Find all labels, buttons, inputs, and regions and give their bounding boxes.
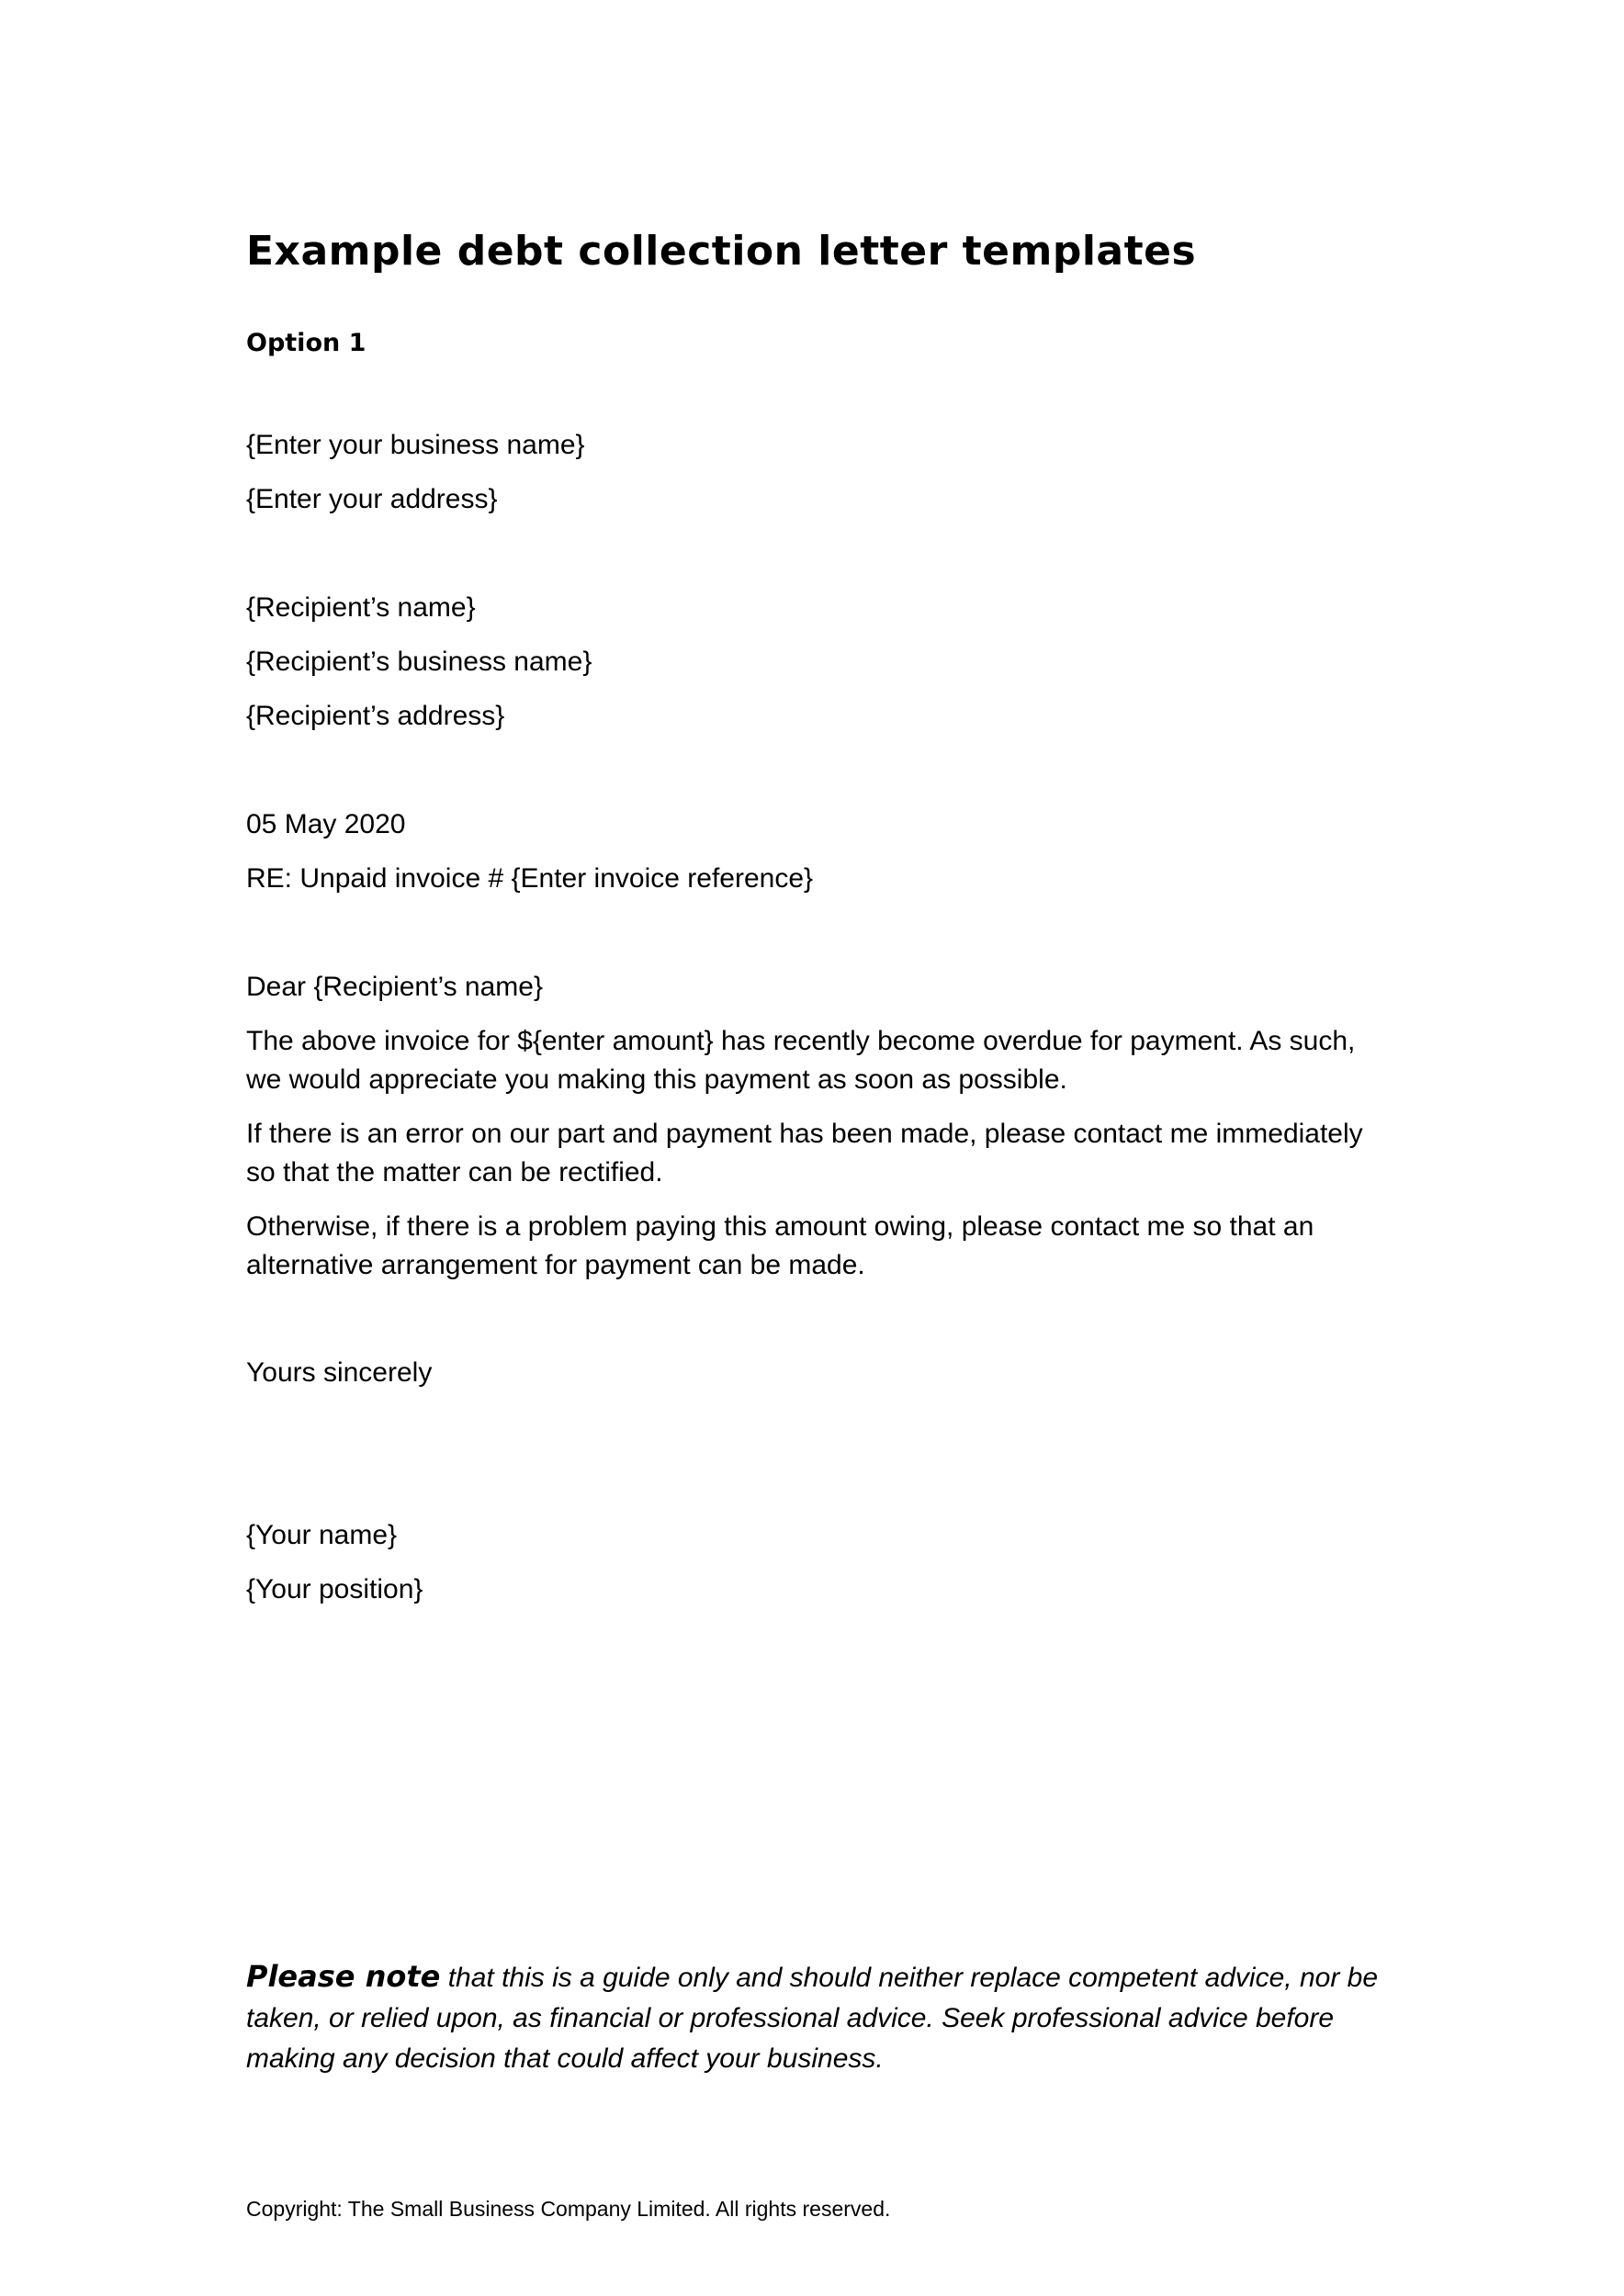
page-title: Example debt collection letter templates: [246, 228, 1197, 275]
disclaimer-note-lead: Please note: [246, 1959, 441, 1994]
signature-name: {Your name}: [246, 1520, 398, 1550]
recipient-name: {Recipient’s name}: [246, 592, 476, 623]
disclaimer-note-text: that this is a guide only and should neither replace competent advice, nor be taken, or relied upon, as financial or professional advice. Seek professional advice before making any decision that could affect your business.: [246, 1963, 1379, 2074]
sender-business-name: {Enter your business name}: [246, 430, 585, 460]
option-label: Option 1: [246, 329, 367, 357]
salutation: Dear {Recipient’s name}: [246, 972, 543, 1002]
body-paragraph-3: Otherwise, if there is a problem paying this amount owing, please contact me so that an alternative arrangement for payment can be made.: [246, 1211, 1314, 1280]
sender-address: {Enter your address}: [246, 484, 498, 514]
signature-position: {Your position}: [246, 1574, 423, 1604]
recipient-business-name: {Recipient’s business name}: [246, 647, 592, 677]
letter-date: 05 May 2020: [246, 809, 406, 839]
recipient-address: {Recipient’s address}: [246, 701, 505, 731]
re-line: RE: Unpaid invoice # {Enter invoice reference}: [246, 863, 814, 894]
copyright-footer: Copyright: The Small Business Company Limited. All rights reserved.: [246, 2197, 891, 2221]
body-paragraph-2: If there is an error on our part and payment has been made, please contact me immediately so that the matter can be rectified.: [246, 1119, 1363, 1187]
disclaimer-note: [246, 1956, 1404, 2079]
closing: Yours sincerely: [246, 1357, 433, 1388]
body-paragraph-1: The above invoice for ${enter amount} has recently become overdue for payment. As such, we would appreciate you making this payment as soon as possible.: [246, 1026, 1356, 1095]
